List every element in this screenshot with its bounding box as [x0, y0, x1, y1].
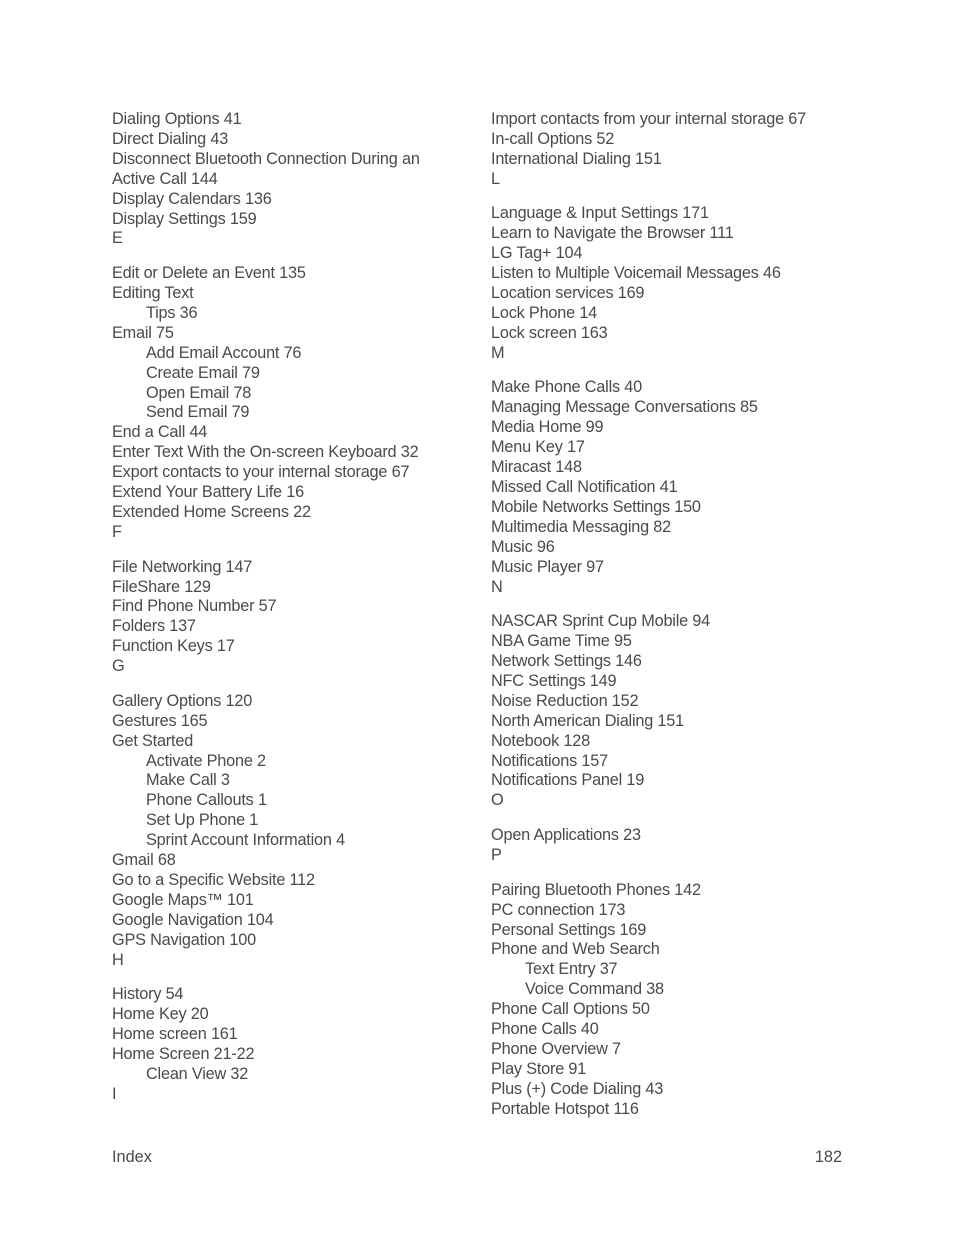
index-subentry: Sprint Account Information 4: [146, 831, 345, 850]
index-letter-heading: G: [112, 657, 125, 676]
index-letter-heading: P: [491, 846, 502, 864]
index-entry: Extended Home Screens 22: [112, 503, 311, 522]
index-entry: Menu Key 17: [491, 438, 585, 457]
index-entry: Display Calendars 136: [112, 189, 272, 208]
index-entry: Gestures 165: [112, 711, 208, 730]
index-letter-heading: O: [491, 791, 504, 810]
index-subentry: Tips 36: [146, 303, 198, 322]
index-entry: Managing Message Conversations 85: [491, 398, 758, 417]
index-entry: LG Tag+ 104: [491, 244, 583, 263]
index-entry: NBA Game Time 95: [491, 632, 632, 651]
index-entry: Google Maps™ 101: [112, 890, 254, 909]
index-entry: Network Settings 146: [491, 652, 642, 671]
footer-section-label: Index: [112, 1148, 152, 1166]
index-entry: Music 96: [491, 537, 555, 556]
index-entry: Dialing Options 41: [112, 110, 242, 128]
index-entry: Notebook 128: [491, 731, 590, 750]
index-entry: Learn to Navigate the Browser 111: [491, 224, 734, 243]
index-entry: Portable Hotspot 116: [491, 1099, 639, 1118]
index-entry: Home screen 161: [112, 1025, 238, 1044]
index-column-right: [491, 110, 851, 1120]
index-entry: Home Screen 21-22: [112, 1045, 255, 1064]
index-letter-heading: L: [491, 169, 501, 188]
index-entry: Lock screen 163: [491, 323, 608, 342]
index-entry: History 54: [112, 985, 184, 1004]
index-entry: Play Store 91: [491, 1059, 587, 1078]
index-entry: Notifications Panel 19: [491, 771, 645, 790]
index-entry: Make Phone Calls 40: [491, 378, 642, 397]
index-entry: PC connection 173: [491, 900, 626, 919]
index-entry: Email 75: [112, 323, 174, 342]
index-entry: Google Navigation 104: [112, 910, 274, 929]
index-subentry: Phone Callouts 1: [146, 791, 267, 810]
index-entry: Phone Calls 40: [491, 1020, 599, 1039]
index-entry: Find Phone Number 57: [112, 597, 277, 616]
index-entry: Import contacts from your internal storage 67: [491, 110, 806, 128]
index-entry: Phone Call Options 50: [491, 1000, 650, 1019]
index-subentry: Create Email 79: [146, 363, 260, 382]
index-letter-heading: M: [491, 343, 505, 362]
index-subentry: Activate Phone 2: [146, 751, 266, 770]
index-subentry: Set Up Phone 1: [146, 811, 259, 830]
index-entry: Location services 169: [491, 284, 645, 303]
index-entry: Multimedia Messaging 82: [491, 517, 672, 536]
index-entry: Editing Text: [112, 284, 194, 303]
index-entry: Miracast 148: [491, 458, 582, 477]
index-entry: Disconnect Bluetooth Connection During an: [112, 149, 420, 168]
index-entry: File Networking 147: [112, 557, 253, 576]
index-entry: International Dialing 151: [491, 149, 662, 168]
index-entry: Missed Call Notification 41: [491, 478, 678, 496]
index-entry: End a Call 44: [112, 423, 208, 442]
index-entry: Direct Dialing 43: [112, 129, 229, 148]
index-entry: Music Player 97: [491, 557, 604, 576]
index-entry: Enter Text With the On-screen Keyboard 32: [112, 443, 419, 462]
index-entry: Go to a Specific Website 112: [112, 871, 315, 890]
index-entry: Gmail 68: [112, 851, 176, 870]
index-subentry: Text Entry 37: [525, 960, 618, 979]
index-entry: Edit or Delete an Event 135: [112, 264, 306, 283]
index-entry: NFC Settings 149: [491, 671, 617, 690]
index-subentry: Add Email Account 76: [146, 343, 302, 362]
index-entry: In-call Options 52: [491, 129, 615, 148]
index-entry: Mobile Networks Settings 150: [491, 497, 701, 516]
index-entry: Display Settings 159: [112, 209, 257, 228]
index-entry: Media Home 99: [491, 418, 604, 437]
index-entry: Listen to Multiple Voicemail Messages 46: [491, 264, 781, 283]
index-entry: GPS Navigation 100: [112, 930, 256, 949]
index-entry: Pairing Bluetooth Phones 142: [491, 880, 701, 899]
index-subentry: Clean View 32: [146, 1064, 249, 1083]
index-letter-heading: E: [112, 229, 123, 248]
index-letter-heading: H: [112, 950, 124, 969]
index-entry: FileShare 129: [112, 577, 211, 596]
index-letter-heading: N: [491, 577, 503, 596]
index-entry: Active Call 144: [112, 169, 218, 188]
index-entry: Gallery Options 120: [112, 691, 253, 710]
index-subentry: Send Email 79: [146, 403, 250, 422]
index-entry: Noise Reduction 152: [491, 691, 639, 710]
index-entry: NASCAR Sprint Cup Mobile 94: [491, 612, 711, 631]
index-entry: Home Key 20: [112, 1005, 209, 1024]
index-entry: Function Keys 17: [112, 637, 235, 656]
index-entry: North American Dialing 151: [491, 711, 684, 730]
index-entry: Notifications 157: [491, 751, 608, 770]
index-entry: Plus (+) Code Dialing 43: [491, 1079, 664, 1098]
index-subentry: Make Call 3: [146, 771, 230, 790]
index-entry: Export contacts to your internal storage 67: [112, 463, 410, 482]
index-letter-heading: F: [112, 522, 122, 541]
index-entry: Extend Your Battery Life 16: [112, 483, 304, 502]
index-entry: Phone Overview 7: [491, 1039, 621, 1058]
index-subentry: Voice Command 38: [525, 980, 664, 999]
index-entry: Personal Settings 169: [491, 920, 647, 939]
index-entry: Get Started: [112, 731, 194, 750]
index-entry: Folders 137: [112, 617, 196, 636]
index-entry: Phone and Web Search: [491, 940, 660, 959]
index-entry: Language & Input Settings 171: [491, 204, 709, 223]
index-entry: Open Applications 23: [491, 826, 641, 845]
index-column-left: [112, 110, 472, 1120]
index-letter-heading: I: [112, 1084, 117, 1103]
index-entry: Lock Phone 14: [491, 303, 598, 322]
index-subentry: Open Email 78: [146, 383, 252, 402]
footer-page-number: 182: [814, 1148, 842, 1166]
